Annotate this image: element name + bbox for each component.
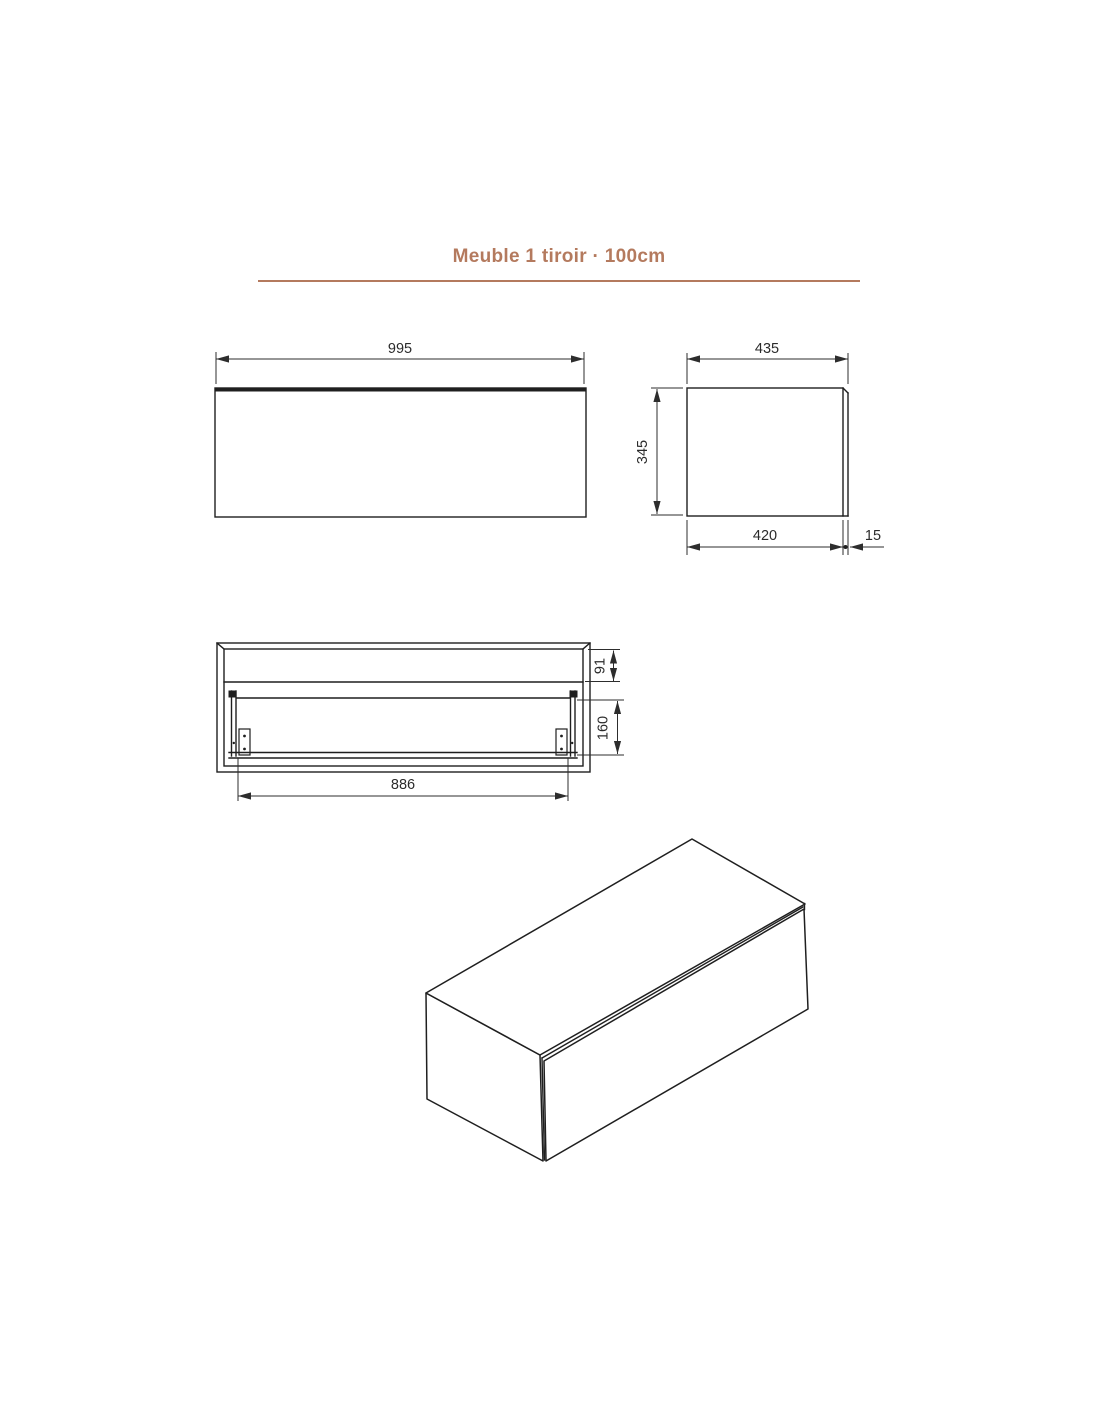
slide-clip (229, 691, 237, 698)
side-top-width-dimension (687, 341, 848, 384)
dim-label-slide-span: 886 (390, 777, 416, 793)
dim-label-side-height: 345 (635, 439, 651, 465)
screw-hole (571, 742, 573, 744)
front-view (215, 388, 586, 517)
front-view-outline (215, 388, 586, 517)
screw-hole (560, 735, 563, 738)
dim-label-side-body-depth: 420 (752, 528, 778, 544)
side-view-outline (687, 388, 843, 516)
section-view (217, 643, 590, 772)
dim-label-front-width: 995 (387, 341, 413, 357)
screw-hole (243, 735, 246, 738)
side-view (687, 388, 848, 516)
slide-bracket (239, 729, 250, 755)
screw-hole (243, 748, 246, 751)
front-width-dimension (216, 341, 584, 384)
screw-hole (560, 748, 563, 751)
isometric-view (426, 839, 808, 1161)
screw-hole (233, 742, 235, 744)
side-height-dimension (635, 388, 683, 515)
dim-label-top-rail: 91 (592, 657, 609, 675)
dimension-dot (844, 545, 848, 549)
side-depth-dimension (687, 520, 884, 555)
drawing-title: Meuble 1 tiroir · 100cm (452, 246, 666, 267)
slide-bracket (556, 729, 567, 755)
slide-clip (570, 691, 578, 698)
dim-label-drawer-height: 160 (595, 715, 612, 741)
dim-label-side-top-width: 435 (754, 341, 780, 357)
drawer-front-chamfer (843, 388, 848, 393)
dim-label-side-front-thickness: 15 (864, 528, 882, 544)
section-inner-frame (224, 649, 583, 766)
